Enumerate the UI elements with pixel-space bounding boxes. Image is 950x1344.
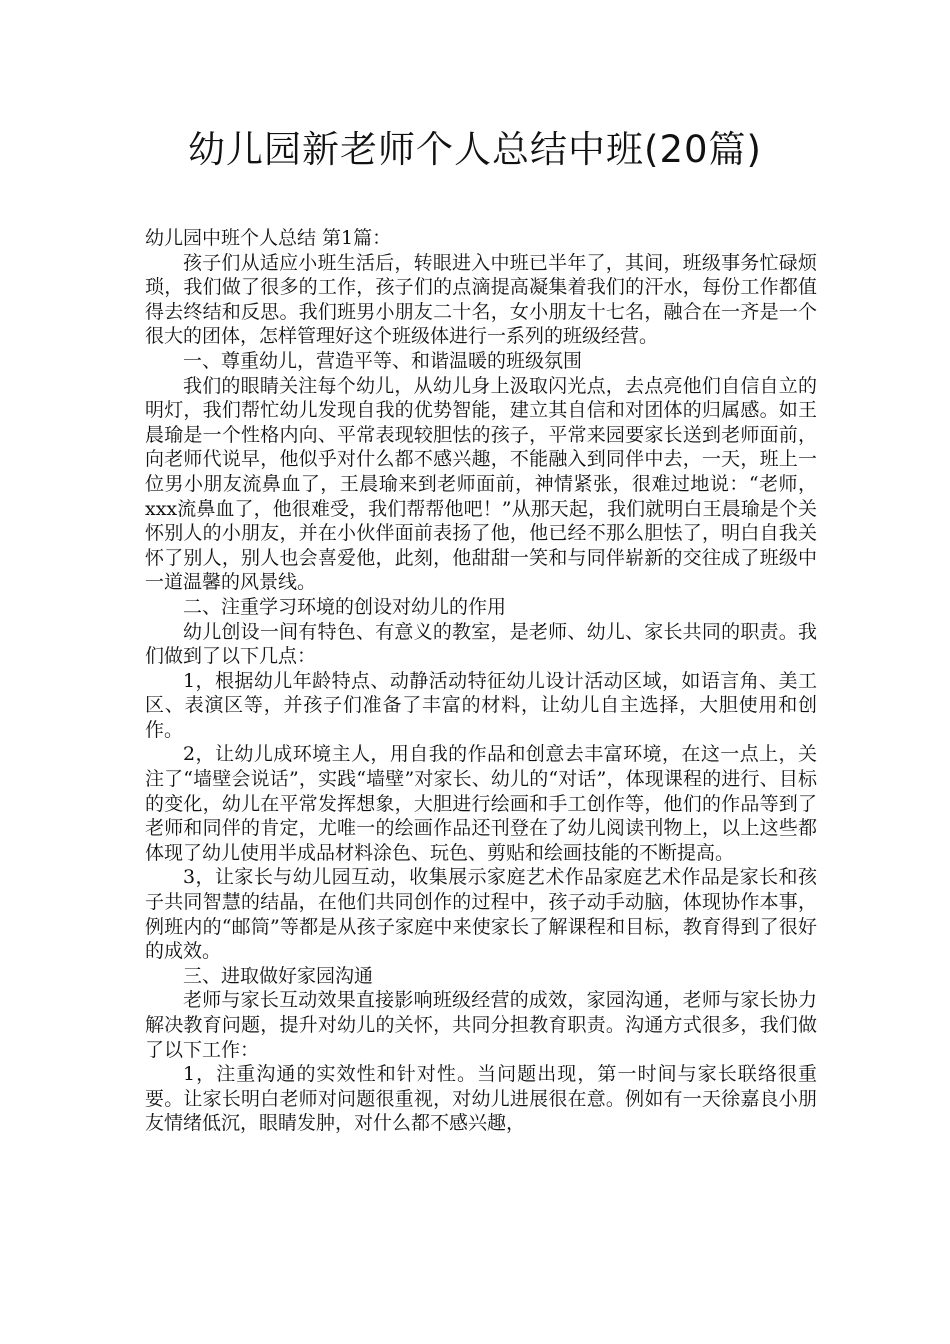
paragraph: 幼儿创设一间有特色、有意义的教室，是老师、幼儿、家长共同的职责。我们做到了以下几点： (145, 620, 817, 668)
subheading: 三、进取做好家园沟通 (183, 964, 374, 987)
list-item: 1，根据幼儿年龄特点、动静活动特征幼儿设计活动区域，如语言角、美工区、表演区等，并孩子们准备了丰富的材料，让幼儿自主选择，大胆使用和创作。 (145, 669, 817, 741)
list-item: 3，让家长与幼儿园互动，收集展示家庭艺术作品家庭艺术作品是家长和孩子共同智慧的结晶，在他们共同创作的过程中，孩子动手动脑，体现协作本事，例班内的“邮筒”等都是从孩子家庭中来使家长了解课程和目标，教育得到了很好的成效。 (145, 866, 817, 963)
section-heading: 幼儿园中班个人总结 第1篇： (145, 227, 392, 249)
document-title: 幼儿园新老师个人总结中班(20篇) (188, 128, 762, 171)
paragraph: 我们的眼睛关注每个幼儿，从幼儿身上汲取闪光点，去点亮他们自信自立的明灯，我们帮忙幼儿发现自我的优势智能，建立其自信和对团体的归属感。如王晨瑜是一个性格内向、平常表现较胆怯的孩子，平常来园要家长送到老师面前，向老师代说早，他似乎对什么都不感兴趣，不能融入到同伴中去，一天，班上一位男小朋友流鼻血了，王晨瑜来到老师面前，神情紧张，很难过地说：“老师，xxx流鼻血了，他很难受，我们帮帮他吧！”从那天起，我们就明白王晨瑜是个关怀别人的小朋友，并在小伙伴面前表扬了他，他已经不那么胆怯了，明白自我关怀了别人，别人也会喜爱他，此刻，他甜甜一笑和与同伴崭新的交往成了班级中一道温馨的风景线。 (145, 374, 817, 594)
subheading: 一、尊重幼儿，营造平等、和谐温暖的班级氛围 (183, 349, 583, 372)
paragraph: 老师与家长互动效果直接影响班级经营的成效，家园沟通，老师与家长协力解决教育问题，提升对幼儿的关怀，共同分担教育职责。沟通方式很多，我们做了以下工作： (145, 989, 817, 1061)
subheading: 二、注重学习环境的创设对幼儿的作用 (183, 595, 507, 618)
list-item: 2，让幼儿成环境主人，用自我的作品和创意去丰富环境，在这一点上，关注了“墙壁会说话”，实践“墙壁”对家长、幼儿的“对话”，体现课程的进行、目标的变化，幼儿在平常发挥想象，大胆进行绘画和手工创作等，他们的作品等到了老师和同伴的肯定，尤唯一的绘画作品还刊登在了幼儿阅读刊物上，以上这些都体现了幼儿使用半成品材料涂色、玩色、剪贴和绘画技能的不断提高。 (145, 743, 817, 864)
list-item: 1，注重沟通的实效性和针对性。当问题出现，第一时间与家长联络很重要。让家长明白老师对问题很重视，对幼儿进展很在意。例如有一天徐嘉良小朋友情绪低沉，眼睛发肿，对什么都不感兴趣， (145, 1063, 817, 1135)
document-body (145, 226, 817, 1136)
paragraph: 孩子们从适应小班生活后，转眼进入中班已半年了，其间，班级事务忙碌烦琐，我们做了很多的工作，孩子们的点滴提高凝集着我们的汗水，每份工作都值得去终结和反思。我们班男小朋友二十名，女小朋友十七名，融合在一齐是一个很大的团体，怎样管理好这个班级体进行一系列的班级经营。 (145, 251, 817, 348)
